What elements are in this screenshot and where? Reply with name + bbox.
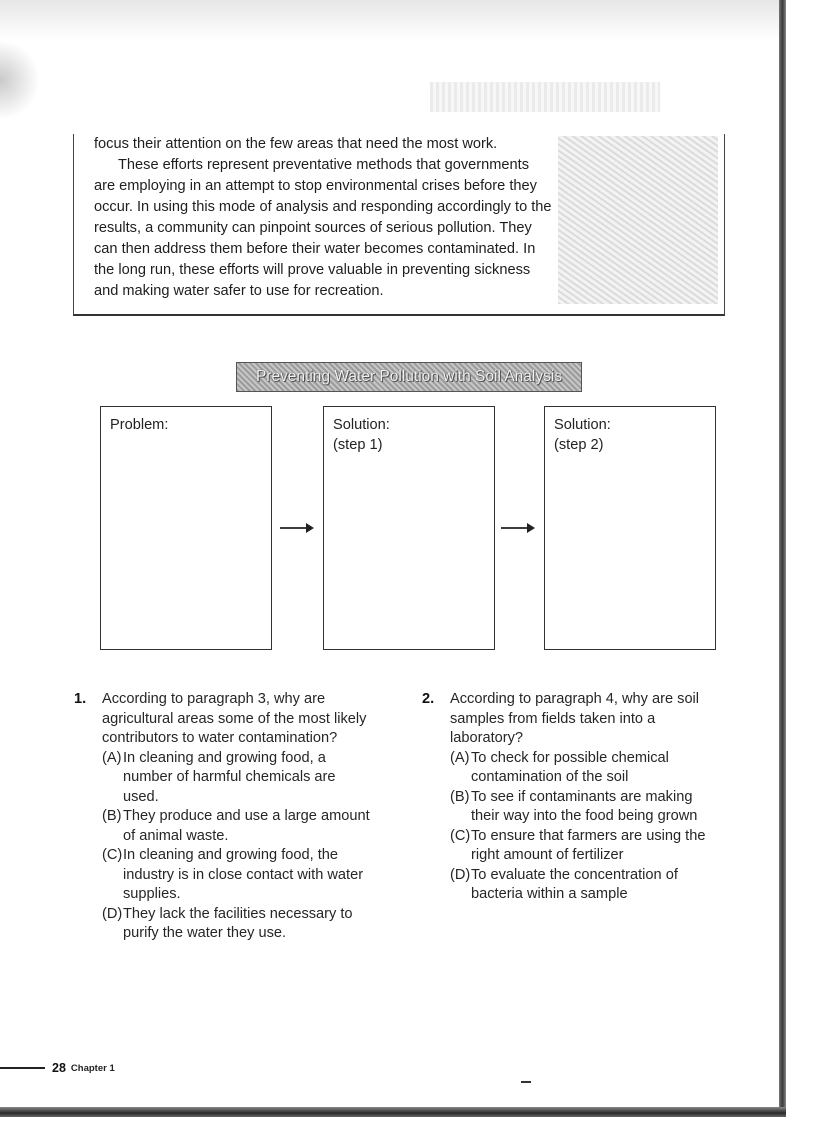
question-2 (422, 690, 722, 905)
question-stem: According to paragraph 3, why are agricultural areas some of the most likely contributors to water contamination? (102, 691, 367, 746)
choice-text: In cleaning and growing food, a number of harmful chemicals are used. (123, 749, 336, 805)
question-number: 2. (422, 691, 435, 707)
arrow-right-icon (280, 521, 314, 535)
choice-letter: (B) (450, 788, 470, 805)
choice-text: To ensure that farmers are using the right amount of fertilizer (471, 827, 706, 863)
choice-letter: (C) (450, 827, 471, 844)
solution-step2-label (554, 415, 611, 455)
box-label-line2: (step 1) (333, 437, 383, 453)
passage-paragraph: focus their attention on the few areas that need the most work. (94, 136, 498, 152)
answer-choice-d[interactable] (422, 866, 722, 905)
choice-letter: (A) (450, 749, 470, 766)
choice-letter: (B) (102, 808, 122, 824)
choice-letter: (C) (102, 847, 123, 863)
choice-letter: (D) (450, 866, 471, 883)
footer-dash (521, 1081, 531, 1083)
scan-left-smudge (0, 40, 40, 120)
box-label-line1: Solution: (554, 417, 611, 433)
footer-rule (0, 1067, 45, 1069)
answer-choice-c[interactable] (74, 846, 374, 905)
problem-label (110, 415, 168, 435)
chapter-label: Chapter 1 (70, 1062, 115, 1074)
passage-photo (558, 136, 718, 304)
choice-letter: (A) (102, 749, 122, 766)
choice-text: They lack the facilities necessary to purify the water they use. (123, 905, 353, 941)
passage-paragraph: These efforts represent preventative methods that governments are employing in an attempt to stop environmental crises before they occur. In using this mode of analysis and responding accordingly to the results, a community can pinpoint sources of serious pollution. They can then address them before their water becomes contaminated. In the long run, these efforts will prove valuable in preventing sickness and making water safer to use for recreation. (94, 157, 552, 299)
choice-letter: (D) (102, 905, 123, 922)
passage-text (94, 134, 552, 302)
arrow-right-icon (501, 521, 535, 535)
faded-header-image (430, 82, 660, 112)
box-label-line2: (step 2) (554, 437, 604, 453)
solution-step1-label (333, 415, 390, 455)
solution-step1-box[interactable] (323, 406, 495, 650)
scan-bottom-edge (0, 1107, 786, 1117)
choice-text: To see if contaminants are making their way into the food being grown (471, 788, 698, 824)
choice-text: In cleaning and growing food, the industry is in close contact with water supplies. (123, 847, 364, 902)
question-1 (74, 690, 374, 944)
answer-choice-b[interactable] (422, 788, 722, 827)
choice-text: They produce and use a large amount of animal waste. (123, 808, 370, 844)
choice-text: To check for possible chemical contamination of the soil (471, 749, 669, 785)
reading-passage-box (73, 134, 725, 316)
scan-right-edge (779, 0, 786, 1110)
answer-choice-d[interactable] (74, 905, 374, 944)
question-number: 1. (74, 691, 87, 707)
box-label-line1: Solution: (333, 417, 390, 433)
answer-choice-c[interactable] (422, 827, 722, 866)
answer-choice-b[interactable] (74, 807, 374, 846)
choice-text: To evaluate the concentration of bacteria within a sample (471, 866, 678, 902)
solution-step2-box[interactable] (544, 406, 716, 650)
organizer-title: Preventing Water Pollution with Soil Analysis (236, 362, 582, 392)
box-label-line1: Problem: (110, 417, 169, 433)
problem-box[interactable] (100, 406, 272, 650)
answer-choice-a[interactable] (74, 749, 374, 808)
page-footer (0, 1060, 115, 1076)
page-number: 28 (52, 1061, 66, 1075)
question-stem: According to paragraph 4, why are soil samples from fields taken into a laboratory? (450, 691, 700, 746)
answer-choice-a[interactable] (422, 749, 722, 788)
scan-top-noise (0, 0, 780, 40)
